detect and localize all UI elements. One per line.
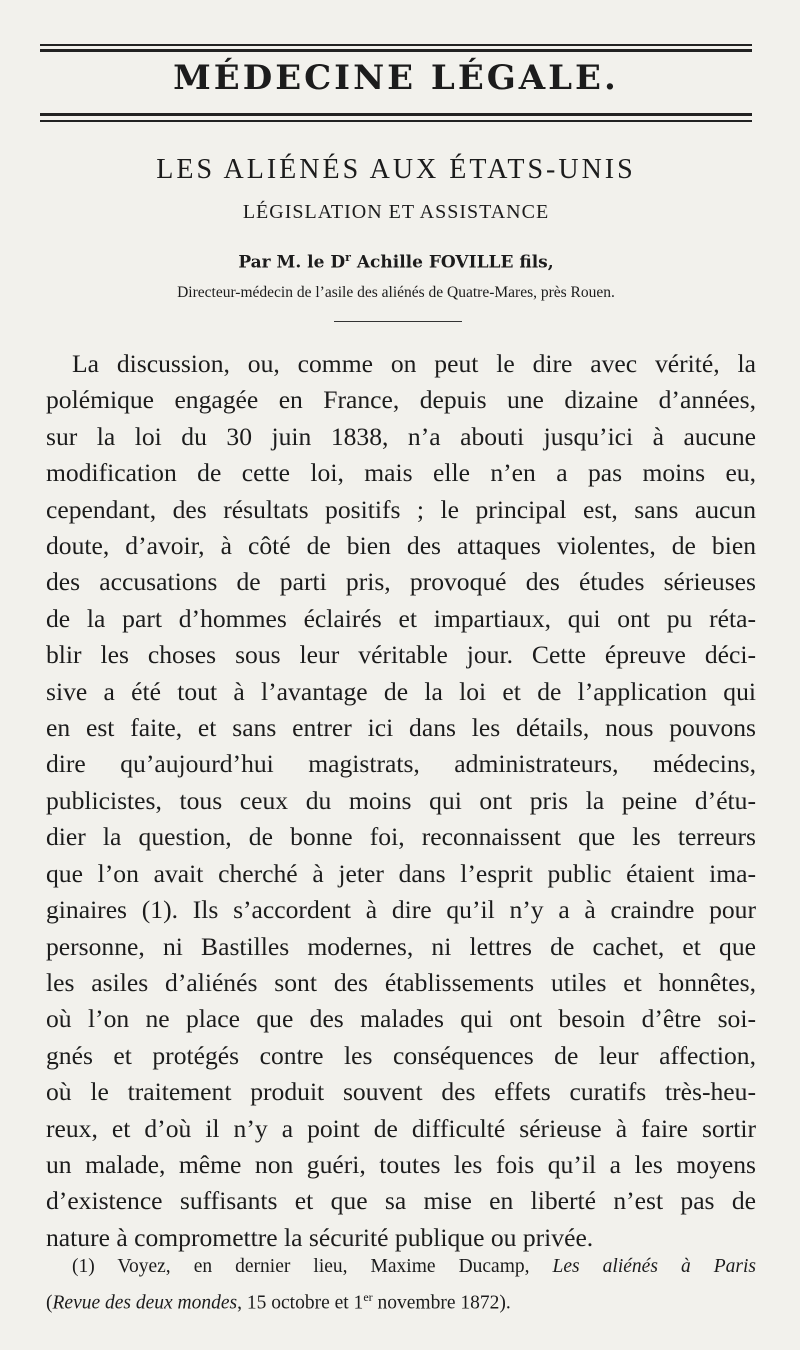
body-line: publicistes, tous ceux du moins qui ont pris la peine d’étu- [46,785,756,815]
body-line: d’existence suffisants et que sa mise en liberté n’est pas de [46,1186,756,1216]
header-rule-bottom-thin [40,120,752,122]
body-line: sur la loi du 30 juin 1838, n’a abouti jusqu’ici à aucune [46,421,756,451]
body-line: de la part d’hommes éclairés et impartiaux, qui ont pu réta- [46,603,756,633]
body-line: La discussion, ou, comme on peut le dire avec vérité, la [72,349,756,378]
section-rubric: MÉDECINE LÉGALE. [173,58,619,98]
body-line: reux, et d’où il n’y a point de difficulté sérieuse à faire sortir [46,1113,756,1143]
footnote-line [46,1282,756,1319]
byline-author: Achille FOVILLE fils, [350,252,554,273]
footnote-citation-end: novembre 1872). [372,1292,511,1314]
body-line: personne, ni Bastilles modernes, ni lettres de cachet, et que [46,931,756,961]
body-line: en est faite, et sans entrer ici dans les détails, nous pouvons [46,713,756,743]
footnote [46,1252,756,1319]
body-line: où le traitement produit souvent des effets curatifs très-heu- [46,1077,756,1107]
article-byline [40,246,752,275]
body-line: blir les choses sous leur véritable jour. Cette épreuve déci- [46,640,756,670]
body-line: cependant, des résultats positifs ; le principal est, sans aucun [46,494,756,524]
title-separator-rule [334,321,462,322]
header-rule-top-thick [40,49,752,52]
footnote-ordinal-sup: er [363,1290,373,1304]
body-line: que l’on avait cherché à jeter dans l’esprit public étaient ima- [46,858,756,888]
body-line: dier la question, de bonne foi, reconnaissent que les terreurs [46,822,756,852]
header-rule-bottom-thick [40,113,752,116]
body-line: des accusations de parti pris, provoqué des études sérieuses [46,567,756,597]
article-subtitle: LÉGISLATION ET ASSISTANCE [242,201,550,223]
body-line: nature à compromettre la sécurité publique ou privée. [46,1222,594,1252]
body-line: ginaires (1). Ils s’accordent à dire qu’il n’y a à craindre pour [46,895,756,925]
byline-title-sup: r [345,251,351,264]
body-line: les asiles d’aliénés sont des établissements utiles et honnêtes, [46,967,756,997]
body-line: un malade, même non guéri, toutes les fois qu’il a les moyens [46,1149,756,1179]
body-line: gnés et protégés contre les conséquences de leur affection, [46,1040,756,1070]
article-title: LES ALIÉNÉS AUX ÉTATS-UNIS [156,154,636,185]
body-line: doute, d’avoir, à côté de bien des attaques violentes, de bien [46,531,756,561]
body-line: modification de cette loi, mais elle n’en a pas moins eu, [46,458,756,488]
author-affiliation: Directeur-médecin de l’asile des aliénés de Quatre-Mares, près Rouen. [177,284,615,301]
body-line: polémique engagée en France, depuis une dizaine d’années, [46,385,756,415]
body-line: où l’on ne place que des malades qui ont besoin d’être soi- [46,1004,756,1034]
footnote-citation: (Revue des deux mondes, 15 octobre et 1 [46,1292,364,1314]
article-body [46,346,756,1256]
byline-prefix: Par M. le D [238,252,346,273]
header-rule-top-thin [40,44,752,46]
body-line: dire qu’aujourd’hui magistrats, administrateurs, médecins, [46,749,756,779]
body-line: sive a été tout à l’avantage de la loi et de l’application qui [46,676,756,706]
footnote-line: (1) Voyez, en dernier lieu, Maxime Ducamp, Les aliénés à Paris [72,1256,756,1277]
